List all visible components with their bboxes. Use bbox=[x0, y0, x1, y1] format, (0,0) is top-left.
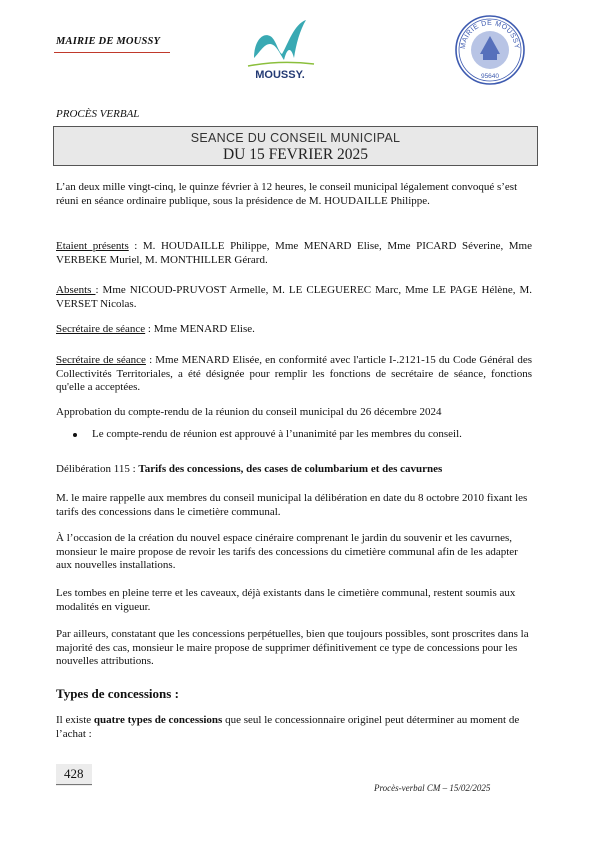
municipal-seal bbox=[454, 14, 526, 86]
bullet-icon bbox=[73, 433, 77, 437]
paragraph-3: Les tombes en pleine terre et les caveaux, déjà existants dans le cimetière communal, restent soumis aux modalités en vigueur. bbox=[56, 587, 516, 613]
page-number: 428 bbox=[64, 766, 84, 781]
list-item bbox=[74, 428, 524, 442]
secretaire-text: : Mme MENARD Elise. bbox=[145, 323, 255, 335]
deliberation-line bbox=[56, 463, 532, 477]
paragraph-1: M. le maire rappelle aux membres du conseil municipal la délibération en date du 8 octobre 2010 fixant les tarifs des concessions dans le cimetière communal. bbox=[56, 492, 528, 518]
bullet-text: Le compte-rendu de réunion est approuvé à l’unanimité par les membres du conseil. bbox=[92, 428, 462, 440]
p5-bold: quatre types de concessions bbox=[93, 714, 223, 726]
mairie-underline bbox=[54, 52, 170, 53]
presents-label: Etaient présents bbox=[56, 240, 129, 252]
presents-paragraph bbox=[56, 240, 532, 267]
deliberation-prefix: Délibération 115 : bbox=[56, 463, 139, 475]
pv-label: PROCÈS VERBAL bbox=[56, 108, 140, 120]
moussy-logo bbox=[240, 14, 324, 84]
deliberation-title: Tarifs des concessions, des cases de columbarium et des cavurnes bbox=[138, 463, 443, 475]
p5-start: Il existe bbox=[56, 714, 94, 726]
absents-text: : Mme NICOUD-PRUVOST Armelle, M. LE CLEGUEREC Marc, Mme LE PAGE Hélène, M. VERSET Nicolas. bbox=[56, 284, 532, 310]
p5-end: que seul le concessionnaire originel peut déterminer au moment de l’achat : bbox=[56, 714, 520, 740]
title-box bbox=[53, 126, 538, 166]
mairie-label: MAIRIE DE MOUSSY bbox=[56, 36, 161, 47]
section-heading: Types de concessions : bbox=[56, 686, 179, 701]
absents-paragraph bbox=[56, 284, 532, 311]
session-date: DU 15 FEVRIER 2025 bbox=[222, 146, 369, 163]
seal-top-text: MAIRIE DE MOUSSY bbox=[459, 19, 521, 50]
page-number-rule bbox=[56, 784, 92, 785]
secretaire-paragraph bbox=[56, 323, 532, 337]
presents-text: : M. HOUDAILLE Philippe, Mme MENARD Elise, Mme PICARD Séverine, Mme VERBEKE Muriel, M. MONTHILLER Gérard. bbox=[56, 240, 532, 266]
secretaire2-label: Secrétaire de séance bbox=[56, 354, 146, 366]
intro-paragraph: L’an deux mille vingt-cinq, le quinze février à 12 heures, le conseil municipal légalement convoqué s’est réuni en séance ordinaire publique, sous la présidence de M. HOUDAILLE Philippe. bbox=[56, 181, 518, 207]
secretaire2-paragraph bbox=[56, 354, 532, 395]
logo-wordmark: MOUSSY. bbox=[255, 69, 305, 81]
seal-bottom-text: 95640 bbox=[480, 73, 500, 80]
paragraph-2: À l’occasion de la création du nouvel espace cinéraire comprenant le jardin du souvenir et les cavurnes, monsieur le maire propose de revoir les tarifs des concessions du cimetière communal afin de les adapter aux nouvelles installations. bbox=[56, 532, 518, 572]
absents-label: Absents bbox=[56, 284, 96, 296]
footer-text: Procès-verbal CM – 15/02/2025 bbox=[374, 783, 491, 793]
secretaire-label: Secrétaire de séance bbox=[56, 323, 146, 335]
paragraph-4: Par ailleurs, constatant que les concessions perpétuelles, bien que toujours possibles, sont proscrites dans la majorité des cas, monsieur le maire propose de supprimer définitivement ce type de concessions pour les nouvelles attributions. bbox=[56, 628, 529, 668]
secretaire2-text: : Mme MENARD Elisée, en conformité avec l'article I-.2121-15 du Code Général des Collectivités Territoriales, a été désignée pour remplir les fonctions de secrétaire de séance, fonctions qu'elle a acceptées. bbox=[56, 354, 532, 394]
session-title: SEANCE DU CONSEIL MUNICIPAL bbox=[190, 131, 401, 145]
approbation-line: Approbation du compte-rendu de la réunion du conseil municipal du 26 décembre 2024 bbox=[56, 406, 442, 418]
paragraph-5 bbox=[56, 714, 532, 741]
